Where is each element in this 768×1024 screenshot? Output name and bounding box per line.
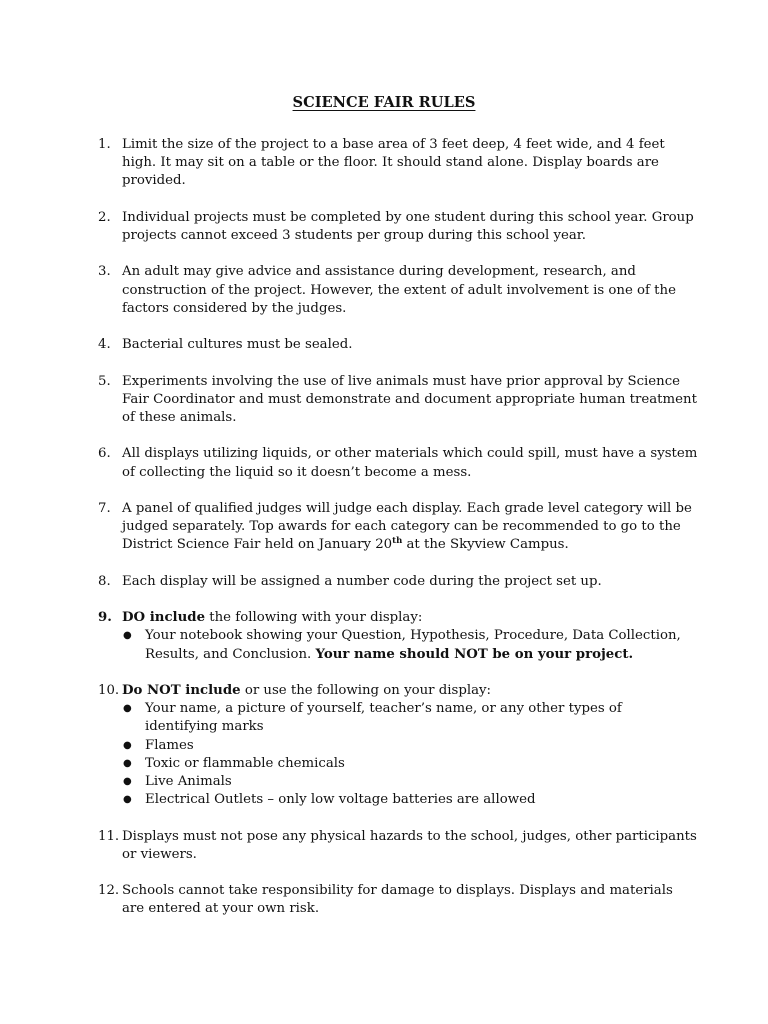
- rule-lead-text: or use the following on your display:: [240, 682, 492, 698]
- rule-text: Schools cannot take responsibility for damage to displays. Displays and materials are entered at your own risk.: [122, 883, 673, 917]
- rule-lead: [122, 609, 698, 627]
- rule-text: Experiments involving the use of live animals must have prior approval by Science Fair Coordinator and must demonstrate and document appropriate human treatment of these animals.: [122, 373, 697, 425]
- rule-text: [122, 500, 698, 555]
- rule-number: 8.: [98, 573, 111, 589]
- rule-text: Bacterial cultures must be sealed.: [122, 337, 353, 353]
- rule-text: Each display will be assigned a number code during the project set up.: [122, 573, 602, 589]
- rule-number: 1.: [98, 137, 111, 152]
- rule-number: 4.: [98, 337, 111, 353]
- rule-number: 5.: [98, 373, 111, 389]
- rule-2: [98, 209, 698, 245]
- bullet-text-bold: Your name should NOT be on your project.: [315, 646, 634, 662]
- rule-lead: [122, 682, 698, 700]
- rule-12: [98, 882, 698, 918]
- bullet-list: [122, 627, 698, 663]
- bullet-item: ● Toxic or flammable chemicals: [122, 755, 698, 773]
- rule-number: 3.: [98, 264, 111, 280]
- rule-4: [98, 336, 698, 354]
- rule-6: [98, 445, 698, 481]
- rule-number: 9.: [98, 610, 112, 626]
- rule-lead-bold: Do NOT include: [122, 682, 241, 698]
- rule-text: Displays must not pose any physical hazards to the school, judges, other participants or viewers.: [122, 828, 697, 862]
- rule-number: 10.: [98, 682, 120, 698]
- rule-number: 6.: [98, 446, 111, 462]
- rule-9: [98, 609, 698, 664]
- rule-3: [98, 263, 698, 318]
- bullet-item: [122, 627, 698, 663]
- rule-number: 12.: [98, 883, 120, 899]
- bullet-item: ● Your name, a picture of yourself, teacher’s name, or any other types of identifying marks: [122, 700, 698, 736]
- bullet-list: [122, 700, 698, 809]
- rule-7: [98, 500, 698, 555]
- rule-text-part: at the Skyview Campus.: [402, 537, 569, 553]
- rule-text: Limit the size of the project to a base area of 3 feet deep, 4 feet wide, and 4 feet high. It may sit on a table or the floor. It should stand alone. Display boards are provided.: [122, 137, 665, 189]
- rules-list: [98, 136, 698, 937]
- rule-11: [98, 828, 698, 864]
- rule-number: 2.: [98, 209, 111, 225]
- rule-8: [98, 573, 698, 591]
- rule-number: 7.: [98, 500, 111, 516]
- rule-lead-bold: DO include: [122, 610, 206, 626]
- rule-text: Individual projects must be completed by one student during this school year. Group projects cannot exceed 3 students per group during this school year.: [122, 209, 694, 243]
- rule-10: [98, 682, 698, 809]
- page-title: SCIENCE FAIR RULES: [292, 94, 476, 111]
- rule-text: An adult may give advice and assistance during development, research, and construction of the project. However, the extent of adult involvement is one of the factors considered by the judges.: [122, 264, 676, 316]
- bullet-item: ● Flames: [122, 737, 698, 755]
- rule-lead-text: the following with your display:: [205, 610, 423, 626]
- bullet-item: ● Electrical Outlets – only low voltage batteries are allowed: [122, 791, 698, 809]
- rule-text: All displays utilizing liquids, or other materials which could spill, must have a system of collecting the liquid so it doesn’t become a mess.: [122, 446, 698, 480]
- rule-5: [98, 373, 698, 428]
- rule-number: 11.: [98, 828, 120, 844]
- ordinal-suffix: th: [392, 536, 403, 547]
- rule-text-part: A panel of qualified judges will judge each display. Each grade level category will be judged separately. Top awards for each category can be recommended to go to the District Science Fair held on January 20: [122, 500, 692, 553]
- rule-1: [98, 136, 698, 191]
- bullet-item: ● Live Animals: [122, 773, 698, 791]
- bullet-text: Your notebook showing your Question, Hypothesis, Procedure, Data Collection, Results, and Conclusion.: [145, 628, 681, 662]
